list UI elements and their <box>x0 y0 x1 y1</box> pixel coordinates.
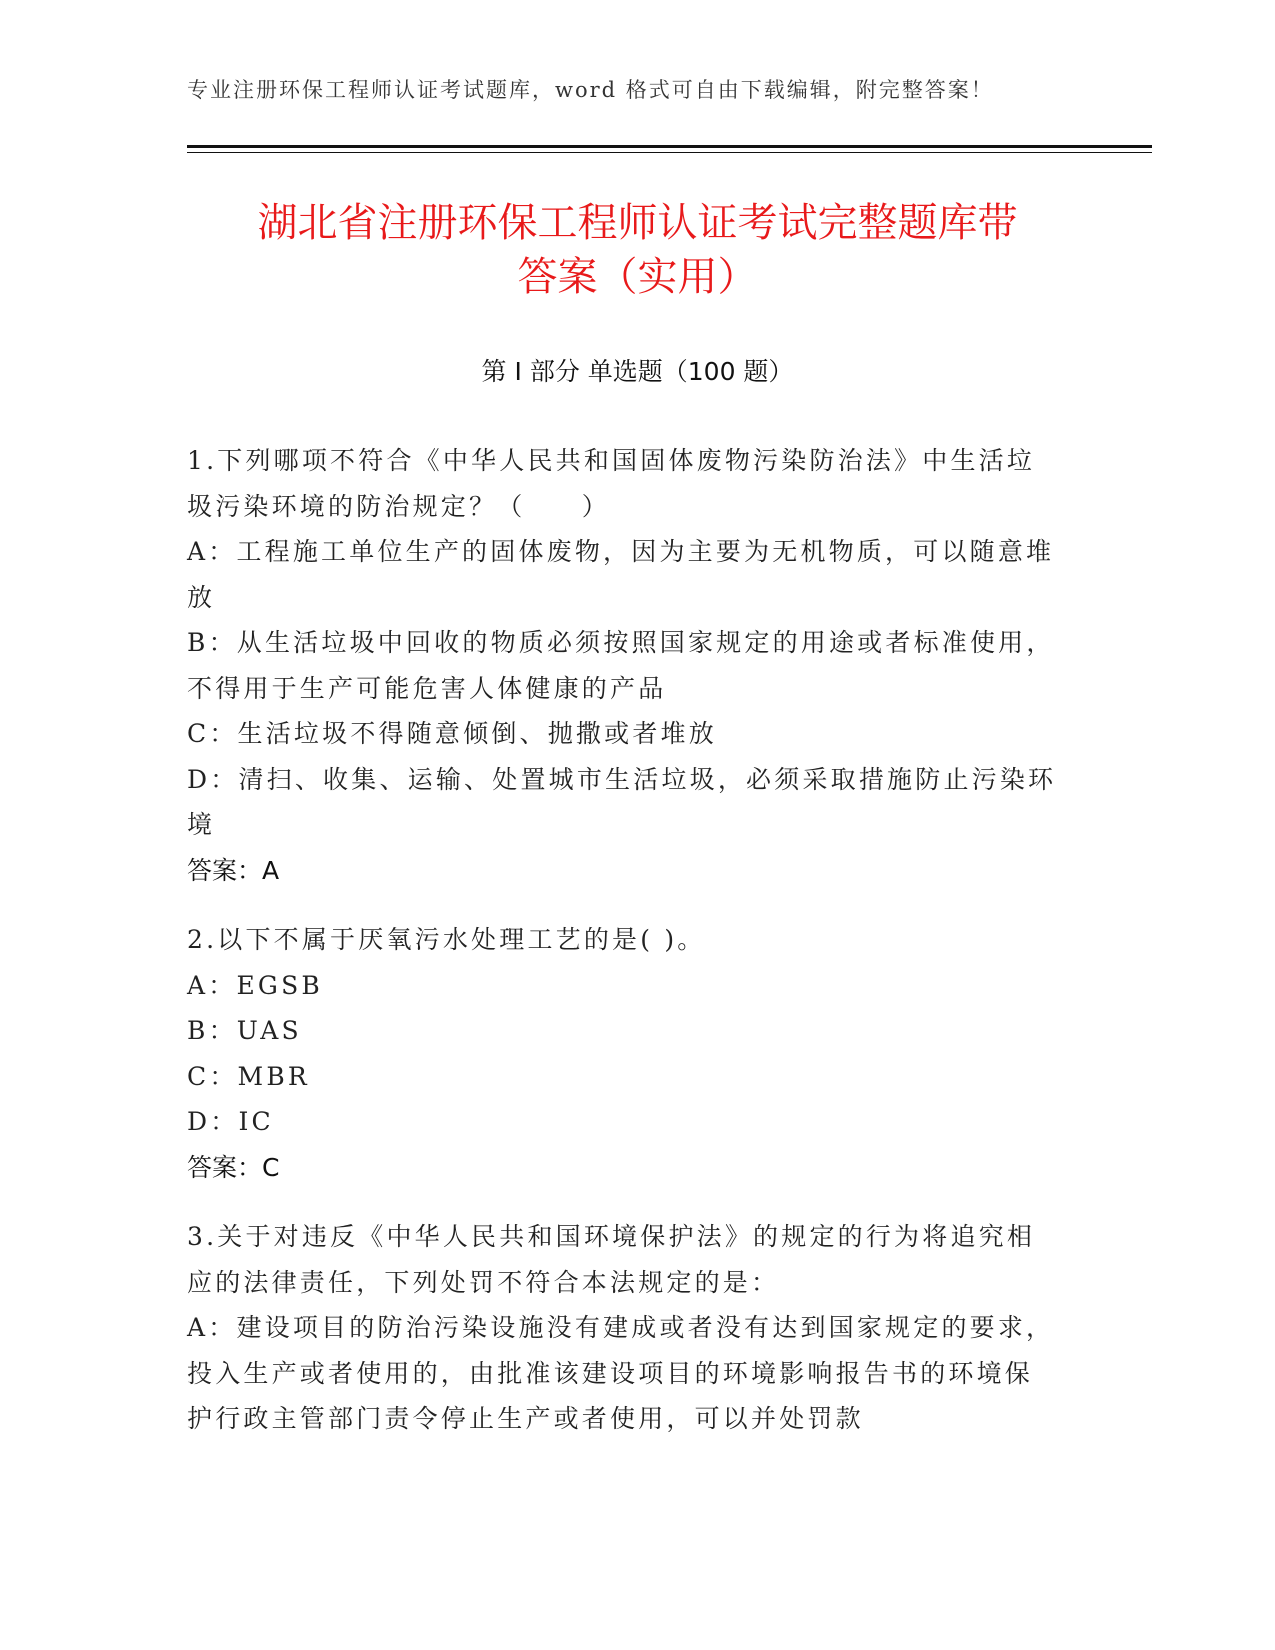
option-a: A：EGSB <box>187 970 323 1000</box>
document-title-line-1: 湖北省注册环保工程师认证考试完整题库带 <box>257 200 1018 246</box>
question-line: 3.关于对违反《中华人民共和国环境保护法》的规定的行为将追究相 <box>187 1222 1036 1251</box>
question-3 <box>187 1214 1087 1442</box>
option-c: C：生活垃圾不得随意倾倒、抛撒或者堆放 <box>187 719 717 748</box>
header-note: 专业注册环保工程师认证考试题库，word 格式可自由下载编辑，附完整答案！ <box>187 78 994 102</box>
option-d-cont: 境 <box>187 810 216 839</box>
option-b: B：UAS <box>187 1016 302 1045</box>
option-b: B：从生活垃圾中回收的物质必须按照国家规定的用途或者标准使用， <box>187 628 1055 657</box>
section-title: 第 I 部分 单选题（100 题） <box>481 357 794 386</box>
question-line: 应的法律责任，下列处罚不符合本法规定的是： <box>187 1267 780 1297</box>
document-title <box>150 196 1125 304</box>
answer-2: 答案：C <box>187 1152 280 1182</box>
option-a-cont: 投入生产或者使用的，由批准该建设项目的环境影响报告书的环境保 <box>187 1358 1034 1388</box>
option-d: D：清扫、收集、运输、处置城市生活垃圾，必须采取措施防止污染环 <box>187 764 1057 794</box>
document-title-line-2: 答案（实用） <box>517 254 758 300</box>
option-a: A：工程施工单位生产的固体废物，因为主要为无机物质，可以随意堆 <box>187 537 1055 566</box>
option-d: D：IC <box>187 1107 274 1136</box>
header-rule-thin <box>187 152 1152 153</box>
option-a-cont: 放 <box>187 582 216 612</box>
question-line: 圾污染环境的防治规定？（ ） <box>187 491 611 521</box>
question-line: 1.下列哪项不符合《中华人民共和国固体废物污染防治法》中生活垃 <box>187 446 1036 475</box>
option-a: A：建设项目的防治污染设施没有建成或者没有达到国家规定的要求， <box>187 1313 1055 1342</box>
option-a-cont: 护行政主管部门责令停止生产或者使用，可以并处罚款 <box>187 1404 864 1433</box>
question-list <box>187 438 1087 1466</box>
option-c: C：MBR <box>187 1061 310 1091</box>
option-b-cont: 不得用于生产可能危害人体健康的产品 <box>187 673 667 703</box>
question-2 <box>187 917 1087 1190</box>
answer-1: 答案：A <box>187 855 280 885</box>
question-line: 2.以下不属于厌氧污水处理工艺的是( )。 <box>187 925 706 954</box>
header-rule-thick <box>187 145 1152 148</box>
question-1 <box>187 438 1087 893</box>
